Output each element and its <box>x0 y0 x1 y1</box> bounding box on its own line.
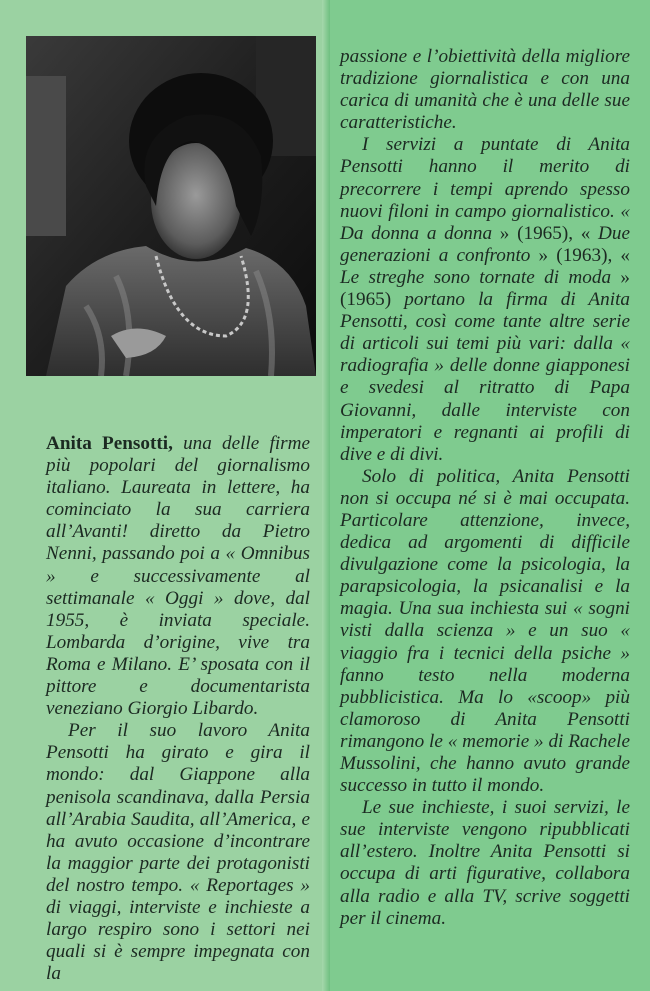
author-bio-paragraph: Anita Pensotti, una delle firme più popolari del giornalismo italiano. Laureata in lettere, ha cominciato la sua carriera all’Avanti! diretto da Pietro Nenni, passando poi a « Omnibus » e successivamente al settimanale « Oggi » dove, dal 1955, è inviata speciale. Lombarda d’origine, vive tra Roma e Milano. E’ sposata con il pittore e documentarista veneziano Giorgio Libardo. <box>46 433 311 720</box>
portrait-photo <box>26 36 316 376</box>
series-paragraph: I servizi a puntate di Anita Pensotti hanno il merito di precorrere i tempi aprendo spesso nuovi filoni in campo giornalistico. « Da donna a donna » (1965), « Due generazioni a confronto » (1963), « Le streghe sono tornate di moda » (1965) portano la firma di Anita Pensotti, così come tante altre serie di articoli sui temi più vari: dalla « radiografia » delle donne giapponesi e svedesi al ritratto di Papa Giovanni, dalle interviste con imperatori e regnanti ai profili di dive e di divi. <box>340 134 631 465</box>
travel-paragraph: Per il suo lavoro Anita Pensotti ha girato e gira il mondo: dal Giappone alla penisola scandinava, dalla Persia all’Arabia Saudita, all’America, e ha avuto occasione d’incontrare la maggior parte dei protagonisti del nostro tempo. « Reportages » di viaggi, interviste e inchieste a largo respiro sono i settori nei quali si è sempre impegnata con la <box>46 720 310 985</box>
continuation-paragraph: passione e l’obiettività della migliore tradizione giornalistica e con una carica di umanità che è una delle sue caratteristiche. <box>340 46 630 134</box>
closing-paragraph: Le sue inchieste, i suoi servizi, le sue interviste vengono ripubblicati all’estero. Inoltre Anita Pensotti si occupa di arti figurative, collabora alla radio e alla TV, scrive soggetti per il cinema. <box>340 797 630 929</box>
author-name: Anita Pensotti, <box>46 433 173 454</box>
right-text-block <box>340 46 630 930</box>
politics-paragraph: Solo di politica, Anita Pensotti non si occupa né si è mai occupata. Particolare attenzione, invece, dedica ad argomenti di difficile divulgazione come la psicologia, la parapsicologia, la psicanalisi e la magia. Una sua inchiesta sui « sogni visti dalla scienza » e un suo « viaggio fra i tecnici della psiche » fanno testo nella moderna pubblicistica. Ma lo «scoop» più clamoroso di Anita Pensotti rimangono le « memorie » di Rachele Mussolini, che hanno avuto grande successo in tutto il mondo. <box>340 465 630 797</box>
author-photo <box>26 36 316 376</box>
left-text-block <box>46 433 310 985</box>
column-fold <box>322 0 330 991</box>
